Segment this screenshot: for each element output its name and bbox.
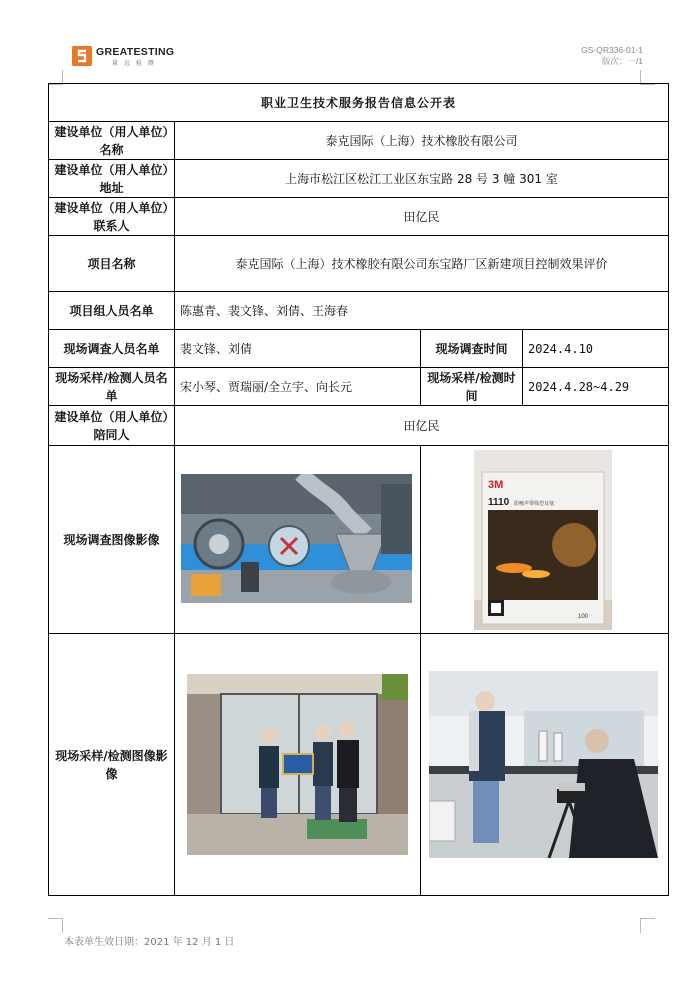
footer-effective-date: 本表单生效日期：2021 年 12 月 1 日 — [64, 937, 235, 948]
crop-mark — [640, 918, 655, 933]
table-row — [49, 292, 669, 330]
table-title: 职业卫生技术服务报告信息公开表 — [49, 84, 669, 122]
box-desc-text: 防噪声带线型耳塞 — [514, 501, 555, 507]
sampling-photo-cell-2 — [421, 634, 669, 896]
greatesting-logo-icon — [72, 46, 92, 66]
sampling-time-value: 2024.4.28~4.29 — [523, 368, 669, 406]
project-name-value: 泰克国际（上海）技术橡胶有限公司东宝路厂区新建项目控制效果评价 — [175, 236, 669, 292]
table-row — [49, 330, 669, 368]
sampling-staff-label: 现场采样/检测人员名单 — [49, 368, 175, 406]
sampling-photo-team — [187, 674, 408, 855]
survey-images-label: 现场调查图像影像 — [49, 446, 175, 634]
document-code: GS-QR336-01-1 — [581, 45, 643, 55]
table-row — [49, 160, 669, 198]
survey-staff-value: 裴文锋、刘倩 — [175, 330, 421, 368]
unit-escort-value: 田亿民 — [175, 406, 669, 446]
unit-address-value: 上海市松江区松江工业区东宝路 28 号 3 幢 301 室 — [175, 160, 669, 198]
survey-photo-cell-2 — [421, 446, 669, 634]
box-brand-text: 3M — [488, 479, 504, 491]
crop-mark — [48, 918, 63, 933]
table-title-row — [49, 84, 669, 122]
table-row — [49, 406, 669, 446]
box-model-text: 1110 — [488, 497, 510, 508]
document-version: 版次：一/1 — [601, 56, 643, 66]
brand-subtitle: 量 远 检 测 — [112, 60, 156, 67]
table-row — [49, 236, 669, 292]
unit-contact-value: 田亿民 — [175, 198, 669, 236]
table-row — [49, 198, 669, 236]
project-members-label: 项目组人员名单 — [49, 292, 175, 330]
unit-name-value: 泰克国际（上海）技术橡胶有限公司 — [175, 122, 669, 160]
document-code-block — [581, 45, 643, 67]
sampling-images-label: 现场采样/检测图像影像 — [49, 634, 175, 896]
brand-name: GREATESTING — [96, 46, 175, 58]
sampling-time-label: 现场采样/检测时间 — [421, 368, 523, 406]
sampling-staff-value: 宋小琴、贾瑞丽/全立宇、向长元 — [175, 368, 421, 406]
unit-address-label: 建设单位（用人单位）地址 — [49, 160, 175, 198]
survey-photo-earplug-box — [474, 450, 612, 630]
table-row — [49, 122, 669, 160]
survey-time-label: 现场调查时间 — [421, 330, 523, 368]
unit-name-label: 建设单位（用人单位）名称 — [49, 122, 175, 160]
disclosure-table — [48, 83, 669, 896]
project-name-label: 项目名称 — [49, 236, 175, 292]
survey-time-value: 2024.4.10 — [523, 330, 669, 368]
survey-photo-workshop — [181, 474, 412, 603]
table-row — [49, 368, 669, 406]
box-count-text: 100 — [578, 614, 589, 620]
survey-photo-cell-1 — [175, 446, 421, 634]
sampling-photo-cell-1 — [175, 634, 421, 896]
unit-escort-label: 建设单位（用人单位）陪同人 — [49, 406, 175, 446]
unit-contact-label: 建设单位（用人单位）联系人 — [49, 198, 175, 236]
table-row — [49, 446, 669, 634]
project-members-value: 陈惠青、裴文锋、刘倩、王海春 — [175, 292, 669, 330]
table-row — [49, 634, 669, 896]
sampling-photo-lab-measurement — [429, 671, 658, 858]
survey-staff-label: 现场调查人员名单 — [49, 330, 175, 368]
company-logo — [72, 44, 182, 68]
